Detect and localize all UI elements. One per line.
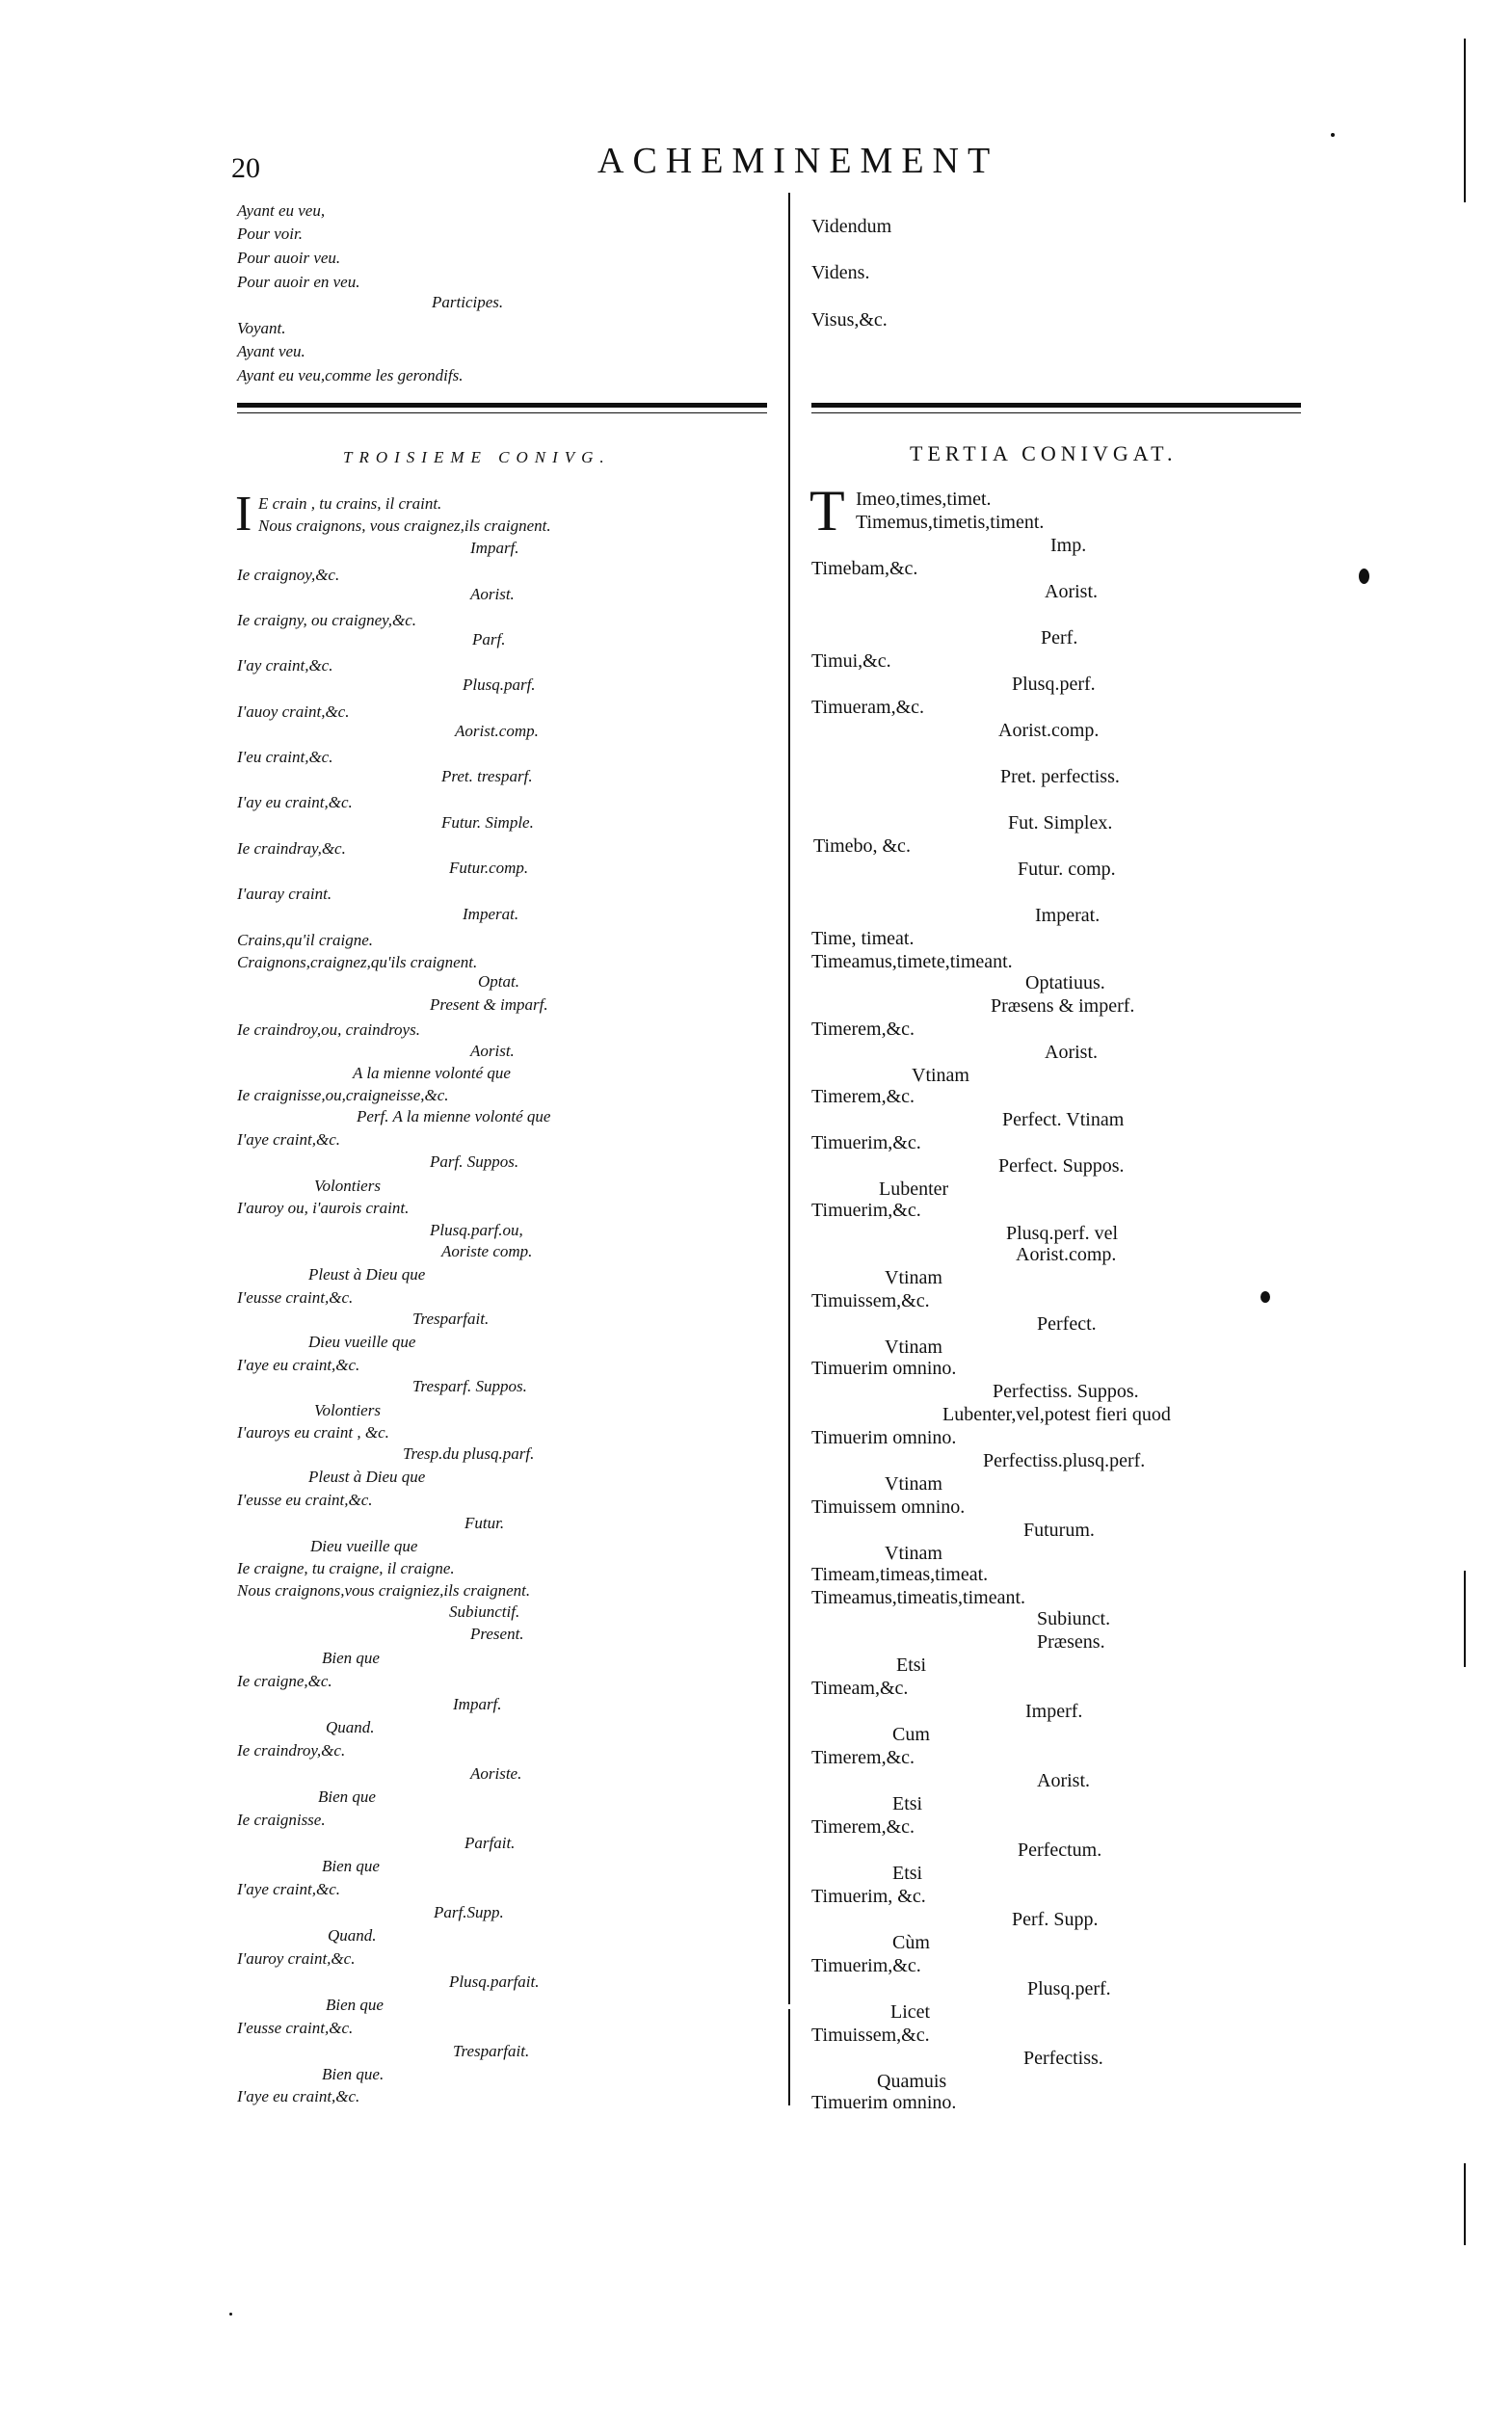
text-line: Ayant veu.	[237, 342, 305, 360]
conj-line: I'aye craint,&c.	[237, 1880, 341, 1898]
conj-line: I'auray craint.	[237, 885, 332, 903]
tense-label: Fut. Simplex.	[1008, 812, 1113, 834]
tense-label: Quand.	[326, 1718, 375, 1736]
conj-line: I'auroy craint,&c.	[237, 1949, 356, 1968]
conj-line: Nous craignons,vous craigniez,ils craignent.	[237, 1581, 531, 1600]
conj-line: I'auroy ou, i'aurois craint.	[237, 1199, 410, 1217]
tense-label: Present & imparf.	[430, 995, 548, 1014]
column-separator-lower	[788, 2009, 790, 2105]
conj-line: I'ay eu craint,&c.	[237, 793, 353, 811]
conj-line: Ie craindray,&c.	[237, 839, 346, 858]
tense-label: Vtinam	[912, 1065, 969, 1086]
tense-label: Etsi	[892, 1863, 923, 1884]
tense-label: Lubenter	[879, 1178, 949, 1200]
tense-label: Parf.Supp.	[434, 1903, 504, 1921]
conj-line: I'eu craint,&c.	[237, 748, 333, 766]
conj-line: Ie craignisse,ou,craigneisse,&c.	[237, 1086, 449, 1104]
conj-line: Timuissem,&c.	[811, 1290, 930, 1311]
conj-line: Timeam,&c.	[811, 1678, 909, 1699]
tense-label: Imparf.	[470, 539, 519, 557]
text-line: Pour voir.	[237, 225, 303, 243]
conj-line: Timuerim omnino.	[811, 2092, 957, 2113]
tense-label: Dieu vueille que	[310, 1537, 418, 1555]
right-section-heading: TERTIA CONIVGAT.	[910, 441, 1178, 465]
running-title: ACHEMINEMENT	[597, 141, 999, 181]
conj-line: I'aye eu craint,&c.	[237, 1356, 360, 1374]
conj-line: Timerem,&c.	[811, 1747, 915, 1768]
conj-line: I'eusse craint,&c.	[237, 1288, 354, 1307]
tense-label: Parfait.	[464, 1834, 516, 1852]
tense-label: Perfectiss. Suppos.	[993, 1381, 1139, 1402]
conj-line: Timeamus,timeatis,timeant.	[811, 1587, 1026, 1608]
tense-label: Volontiers	[314, 1177, 381, 1195]
tense-label: Plusq.parfait.	[449, 1972, 540, 1991]
conj-line: Nous craignons, vous craignez,ils craignent.	[258, 516, 551, 535]
tense-label: Futur.	[464, 1514, 505, 1532]
tense-label: Vtinam	[885, 1267, 942, 1288]
tense-label: Imperf.	[1025, 1701, 1083, 1722]
drop-cap: I	[235, 487, 252, 542]
conj-line: Imeo,times,timet.	[856, 489, 992, 510]
tense-label: Aoriste comp.	[441, 1242, 533, 1260]
tense-label: Plusq.perf. vel	[1006, 1223, 1119, 1244]
conj-line: Ie craignisse.	[237, 1811, 326, 1829]
drop-cap: T	[809, 479, 845, 543]
tense-label: Imparf.	[453, 1695, 502, 1713]
tense-label: Futurum.	[1023, 1520, 1095, 1541]
tense-label: Perfectiss.	[1023, 2048, 1103, 2069]
tense-label: Tresparf. Suppos.	[412, 1377, 527, 1395]
conj-line: Time, timeat.	[811, 928, 915, 949]
tense-label: Aorist.comp.	[1016, 1244, 1117, 1265]
tense-label: Cum	[892, 1724, 930, 1745]
conj-line: Ie craigny, ou craigney,&c.	[237, 611, 417, 629]
tense-label: Volontiers	[314, 1401, 381, 1419]
tense-label: Perfect.	[1037, 1313, 1097, 1335]
conj-line: I'aye craint,&c.	[237, 1130, 341, 1149]
tense-label: Aorist.comp.	[455, 722, 539, 740]
tense-label: Quamuis	[877, 2071, 947, 2092]
tense-label: Vtinam	[885, 1543, 942, 1564]
conj-line: Timeamus,timete,timeant.	[811, 951, 1013, 972]
tense-label: Perf. Supp.	[1012, 1909, 1099, 1930]
conj-line: Ie craindroy,ou, craindroys.	[237, 1020, 420, 1039]
tense-label: Optatiuus.	[1025, 972, 1105, 993]
tense-label: Perfect. Vtinam	[1002, 1109, 1125, 1130]
tense-label: Tresparfait.	[453, 2042, 530, 2060]
right-divider-rule	[811, 403, 1301, 408]
tense-label: Tresp.du plusq.parf.	[403, 1444, 535, 1463]
conj-line: Timemus,timetis,timent.	[856, 512, 1045, 533]
tense-label: Perf.	[1041, 627, 1078, 649]
text-line: Participes.	[432, 293, 504, 311]
conj-line: I'auroys eu craint , &c.	[237, 1423, 389, 1442]
left-divider-rule	[237, 403, 767, 408]
conj-line: Timuerim,&c.	[811, 1132, 921, 1153]
tense-label: Optat.	[478, 972, 519, 991]
page-number: 20	[231, 152, 260, 184]
tense-label: Aoriste.	[470, 1764, 522, 1783]
conj-line: E crain , tu crains, il craint.	[258, 494, 442, 513]
column-separator	[788, 193, 790, 2004]
conj-line: Crains,qu'il craigne.	[237, 931, 374, 949]
tense-label: Bien que	[322, 1857, 380, 1875]
tense-label: Futur. Simple.	[441, 813, 534, 832]
tense-label: Pret. perfectiss.	[1000, 766, 1120, 787]
tense-label: Plusq.perf.	[1012, 674, 1096, 695]
tense-label: Præsens.	[1037, 1631, 1105, 1653]
ink-speck	[1331, 133, 1335, 137]
left-divider-rule-thin	[237, 412, 767, 413]
conj-line: Timebo, &c.	[813, 835, 911, 857]
tense-label: Perf. A la mienne volonté que	[357, 1107, 551, 1125]
conj-line: Timuerim,&c.	[811, 1200, 921, 1221]
tense-label: Bien que.	[322, 2065, 385, 2083]
tense-label: A la mienne volonté que	[353, 1064, 511, 1082]
edge-line-top	[1464, 39, 1466, 202]
tense-label: Subiunct.	[1037, 1608, 1111, 1629]
edge-line-mid	[1464, 1571, 1466, 1667]
tense-label: Pret. tresparf.	[441, 767, 533, 785]
tense-label: Imperat.	[463, 905, 519, 923]
tense-label: Subiunctif.	[449, 1602, 520, 1621]
tense-label: Pleust à Dieu que	[308, 1265, 426, 1284]
tense-label: Lubenter,vel,potest fieri quod	[942, 1404, 1171, 1425]
conj-line: Timuerim,&c.	[811, 1955, 921, 1976]
text-line: Ayant eu veu,comme les gerondifs.	[237, 366, 464, 384]
tense-label: Licet	[890, 2001, 931, 2023]
conj-line: Timuerim, &c.	[811, 1886, 926, 1907]
tense-label: Imp.	[1050, 535, 1087, 556]
conj-line: I'eusse eu craint,&c.	[237, 1491, 373, 1509]
tense-label: Bien que	[326, 1996, 384, 2014]
tense-label: Aorist.	[470, 585, 515, 603]
conj-line: Timuissem omnino.	[811, 1496, 966, 1518]
ink-speck	[1359, 569, 1369, 584]
tense-label: Parf.	[472, 630, 506, 649]
text-line: Visus,&c.	[811, 309, 888, 331]
conj-line: Timebam,&c.	[811, 558, 918, 579]
conj-line: Timuissem,&c.	[811, 2025, 930, 2046]
text-line: Videndum	[811, 216, 892, 237]
tense-label: Vtinam	[885, 1337, 942, 1358]
tense-label: Aorist.	[470, 1042, 515, 1060]
left-section-heading: TROISIEME CONIVG.	[343, 448, 611, 466]
tense-label: Dieu vueille que	[308, 1333, 416, 1351]
text-line: Voyant.	[237, 319, 286, 337]
conj-line: Timuerim omnino.	[811, 1358, 957, 1379]
conj-line: Ie craigne, tu craigne, il craigne.	[237, 1559, 455, 1577]
text-line: Videns.	[811, 262, 870, 283]
tense-label: Imperat.	[1035, 905, 1101, 926]
conj-line: Timeam,timeas,timeat.	[811, 1564, 989, 1585]
conj-line: I'ay craint,&c.	[237, 656, 333, 675]
tense-label: Aorist.	[1037, 1770, 1090, 1791]
conj-line: Ie craindroy,&c.	[237, 1741, 346, 1760]
tense-label: Plusq.parf.	[463, 675, 536, 694]
edge-line-low	[1464, 2163, 1466, 2245]
tense-label: Præsens & imperf.	[991, 995, 1135, 1017]
conj-line: Timerem,&c.	[811, 1086, 915, 1107]
tense-label: Perfect. Suppos.	[998, 1155, 1125, 1177]
tense-label: Plusq.perf.	[1027, 1978, 1111, 1999]
tense-label: Etsi	[896, 1655, 927, 1676]
conj-line: I'auoy craint,&c.	[237, 702, 350, 721]
tense-label: Perfectum.	[1018, 1840, 1102, 1861]
tense-label: Vtinam	[885, 1473, 942, 1495]
conj-line: Craignons,craignez,qu'ils craignent.	[237, 953, 478, 971]
conj-line: Ie craignoy,&c.	[237, 566, 340, 584]
tense-label: Present.	[470, 1625, 524, 1643]
tense-label: Parf. Suppos.	[430, 1152, 519, 1171]
tense-label: Cùm	[892, 1932, 930, 1953]
tense-label: Tresparfait.	[412, 1310, 490, 1328]
text-line: Pour auoir veu.	[237, 249, 341, 267]
right-divider-rule-thin	[811, 412, 1301, 413]
tense-label: Aorist.	[1045, 581, 1098, 602]
tense-label: Plusq.parf.ou,	[430, 1221, 523, 1239]
text-line: Ayant eu veu,	[237, 201, 326, 220]
tense-label: Quand.	[328, 1926, 377, 1945]
ink-speck	[229, 2313, 232, 2316]
conj-line: I'eusse craint,&c.	[237, 2019, 354, 2037]
tense-label: Futur. comp.	[1018, 859, 1116, 880]
conj-line: Timerem,&c.	[811, 1816, 915, 1838]
conj-line: Timuerim omnino.	[811, 1427, 957, 1448]
conj-line: Ie craigne,&c.	[237, 1672, 332, 1690]
tense-label: Bien que	[322, 1649, 380, 1667]
tense-label: Aorist.comp.	[998, 720, 1100, 741]
conj-line: Timui,&c.	[811, 650, 891, 672]
ink-speck	[1260, 1291, 1270, 1303]
conj-line: I'aye eu craint,&c.	[237, 2087, 360, 2105]
tense-label: Futur.comp.	[449, 859, 529, 877]
tense-label: Perfectiss.plusq.perf.	[983, 1450, 1146, 1471]
text-line: Pour auoir en veu.	[237, 273, 360, 291]
tense-label: Bien que	[318, 1787, 376, 1806]
tense-label: Pleust à Dieu que	[308, 1468, 426, 1486]
conj-line: Timueram,&c.	[811, 697, 925, 718]
tense-label: Etsi	[892, 1793, 923, 1814]
conj-line: Timerem,&c.	[811, 1019, 915, 1040]
tense-label: Aorist.	[1045, 1042, 1098, 1063]
